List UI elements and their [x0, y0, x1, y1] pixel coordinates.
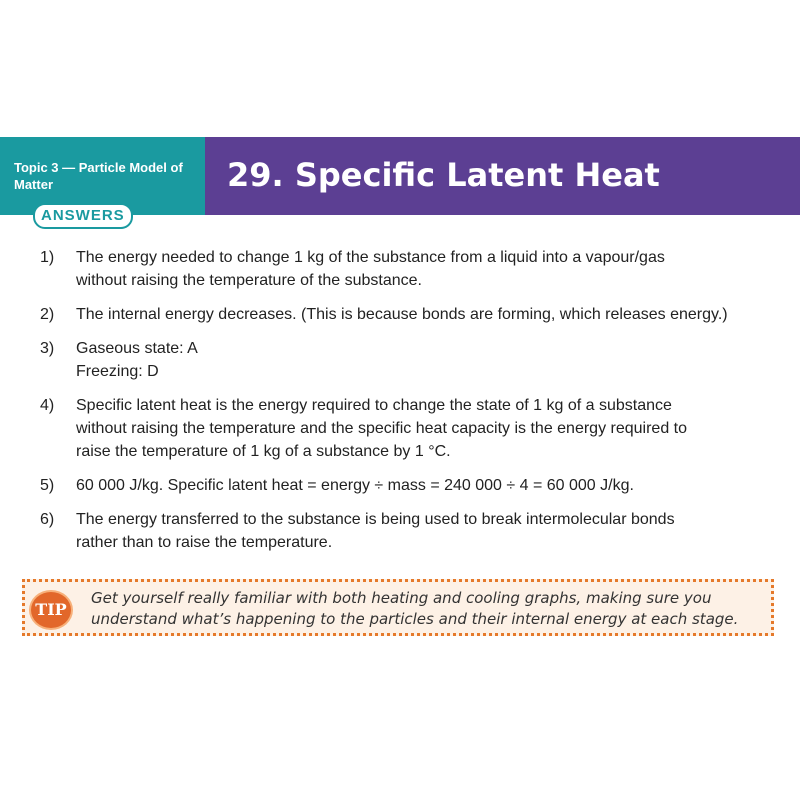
answer-line: raise the temperature of 1 kg of a substance by 1 °C.	[76, 443, 451, 460]
answer-text	[76, 508, 780, 554]
answer-line: Specific latent heat is the energy required to change the state of 1 kg of a substance	[76, 397, 672, 414]
answer-line: without raising the temperature and the specific heat capacity is the energy required to	[76, 420, 688, 437]
answer-line: without raising the temperature of the substance.	[76, 272, 422, 289]
answers-list	[40, 246, 780, 565]
answer-text	[76, 303, 780, 326]
answer-item	[40, 303, 780, 326]
answer-line: The energy transferred to the substance is being used to break intermolecular bonds	[76, 511, 675, 528]
page-title: 29. Specific Latent Heat	[227, 156, 660, 194]
answer-text	[76, 474, 780, 497]
answer-item	[40, 508, 780, 554]
answer-text	[76, 394, 780, 463]
tip-line: understand what’s happening to the particles and their internal energy at each stage.	[91, 610, 739, 628]
answer-number: 2)	[40, 306, 55, 323]
answer-line: Freezing: D	[76, 363, 159, 380]
answer-number: 3)	[40, 340, 55, 357]
answer-text	[76, 337, 780, 383]
answer-number: 6)	[40, 511, 55, 528]
answer-line: Gaseous state: A	[76, 340, 198, 357]
answer-line: The energy needed to change 1 kg of the substance from a liquid into a vapour/gas	[76, 249, 665, 266]
tip-box	[22, 579, 774, 636]
answer-number: 1)	[40, 249, 55, 266]
answer-line: rather than to raise the temperature.	[76, 534, 333, 551]
topic-panel	[0, 137, 205, 224]
answer-item	[40, 474, 780, 497]
answer-number: 4)	[40, 397, 55, 414]
answer-item	[40, 394, 780, 463]
answer-text	[76, 246, 780, 292]
answer-item	[40, 337, 780, 383]
answer-line: 60 000 J/kg. Specific latent heat = energy ÷ mass = 240 000 ÷ 4 = 60 000 J/kg.	[76, 477, 634, 494]
answer-line: The internal energy decreases. (This is because bonds are forming, which releases energy.)	[76, 306, 728, 323]
answer-item	[40, 246, 780, 292]
answer-number: 5)	[40, 477, 55, 494]
title-panel	[205, 137, 800, 215]
topic-label: Topic 3 — Particle Model of Matter	[14, 160, 183, 192]
header-bar	[0, 137, 800, 224]
tip-text	[91, 588, 771, 630]
answers-badge: ANSWERS	[33, 203, 133, 229]
tip-badge-icon: TIP	[31, 592, 71, 628]
tip-line: Get yourself really familiar with both heating and cooling graphs, making sure you	[91, 589, 712, 607]
